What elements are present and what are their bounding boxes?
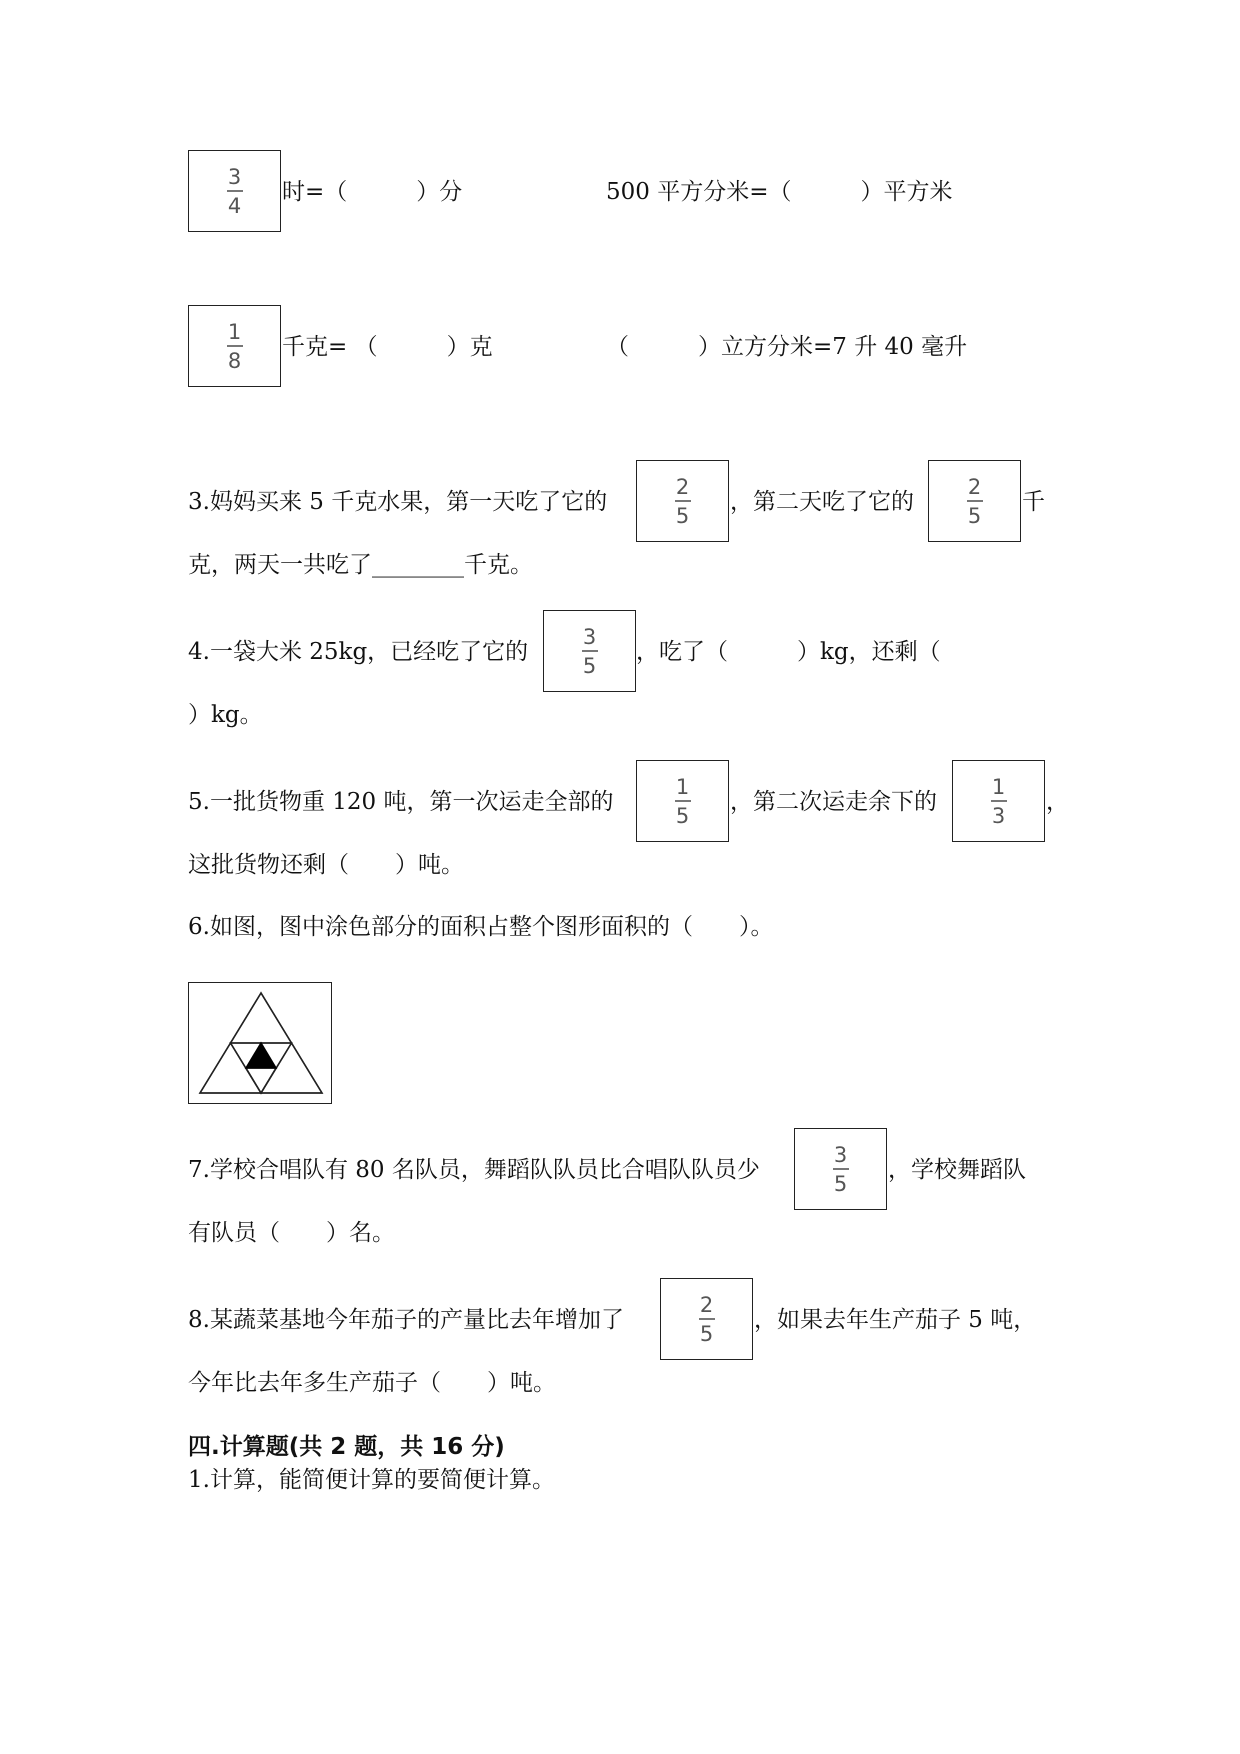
question-4-line-2: ）kg。 [188, 702, 263, 728]
conversion-row-1 [188, 150, 1188, 234]
fraction-box: 2 5 [636, 460, 729, 542]
kg-to-g-text: 千克= （ ）克 [282, 334, 493, 360]
question-7 [188, 1128, 1188, 1212]
hours-to-minutes-text: 时=（ ）分 [282, 179, 463, 205]
fraction-box: 3 4 [188, 150, 281, 232]
question-5 [188, 760, 1188, 844]
nested-triangles-icon [189, 983, 331, 1103]
question-4 [188, 610, 1188, 694]
question-3-text: ，第二天吃了它的 [730, 489, 914, 515]
fraction-box: 2 5 [928, 460, 1021, 542]
fraction-box: 3 5 [794, 1128, 887, 1210]
section-4-question-1: 1.计算，能简便计算的要简便计算。 [188, 1467, 555, 1493]
question-3 [188, 460, 1188, 544]
question-5-text: ，第二次运走余下的 [730, 789, 937, 815]
question-7-text: 7.学校合唱队有 80 名队员，舞蹈队队员比合唱队队员少 [188, 1157, 760, 1183]
question-4-text: ，吃了（ ）kg，还剩（ [636, 639, 941, 665]
question-5-text: ， [1046, 789, 1069, 815]
question-5-text: 5.一批货物重 120 吨，第一次运走全部的 [188, 789, 614, 815]
question-5-line-2: 这批货物还剩（ ）吨。 [188, 852, 464, 878]
question-8 [188, 1278, 1188, 1362]
conversion-row-2 [188, 305, 1188, 389]
section-heading: 四.计算题(共 2 题，共 16 分) [188, 1434, 505, 1460]
question-4-text: 4.一袋大米 25kg，已经吃了它的 [188, 639, 529, 665]
fraction-box: 1 5 [636, 760, 729, 842]
triangle-figure [188, 982, 332, 1104]
fraction-box: 1 3 [952, 760, 1045, 842]
question-7-line-2: 有队员（ ）名。 [188, 1220, 395, 1246]
question-8-text: ，如果去年生产茄子 5 吨， [754, 1307, 1037, 1333]
question-8-line-2: 今年比去年多生产茄子（ ）吨。 [188, 1370, 556, 1396]
cubic-dm-text: （ ）立方分米=7 升 40 毫升 [606, 334, 968, 360]
fraction-box: 3 5 [543, 610, 636, 692]
fraction-box: 1 8 [188, 305, 281, 387]
fraction-box: 2 5 [660, 1278, 753, 1360]
question-7-text: ，学校舞蹈队 [888, 1157, 1026, 1183]
question-8-text: 8.某蔬菜基地今年茄子的产量比去年增加了 [188, 1307, 624, 1333]
question-6: 6.如图，图中涂色部分的面积占整个图形面积的（ ）。 [188, 914, 774, 940]
question-3-text: 3.妈妈买来 5 千克水果，第一天吃了它的 [188, 489, 608, 515]
question-3-line-2: 克，两天一共吃了________千克。 [188, 552, 533, 578]
question-3-text: 千 [1022, 489, 1045, 515]
sqdm-to-sqm-text: 500 平方分米=（ ）平方米 [606, 179, 953, 205]
